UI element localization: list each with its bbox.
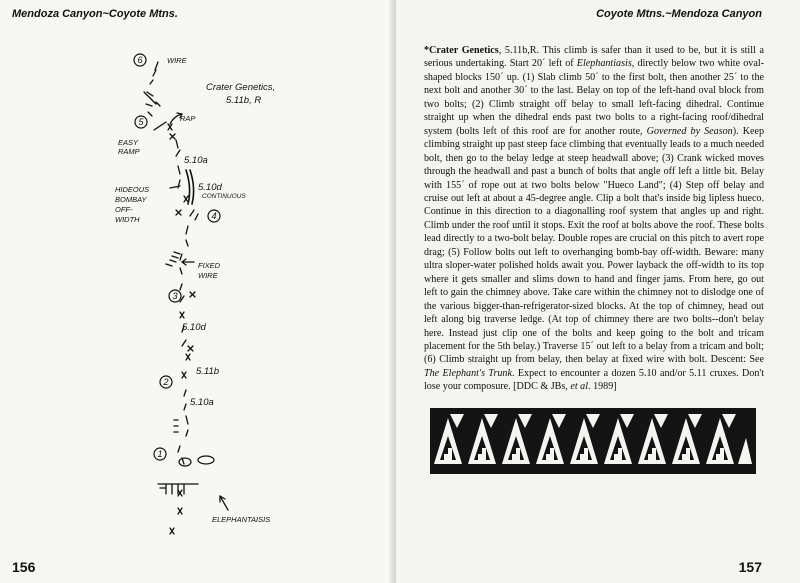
grade-pitch-4: 5.10d xyxy=(198,182,222,193)
left-page-number: 156 xyxy=(12,559,36,575)
label-hideous: HIDEOUS xyxy=(115,185,150,194)
label-fixed: FIXED xyxy=(198,261,221,270)
grade-pitch-1: 5.10a xyxy=(190,397,214,408)
decorative-border-art xyxy=(430,408,756,474)
label-bombay: BOMBAY xyxy=(115,195,147,204)
description-part-5: . 1989] xyxy=(588,381,617,393)
label-ramp: RAMP xyxy=(118,147,140,156)
belay-3: 3 xyxy=(172,291,178,301)
label-easy: EASY xyxy=(118,138,139,147)
route-topo-diagram xyxy=(0,0,396,583)
route-description xyxy=(424,44,764,394)
description-part-4: . Expect to encounter a dozen 5.10 and/or 5.11 cruxes. Don't lose your composure. [DDC & JBs, xyxy=(424,367,765,393)
description-part-3: ). Keep climbing straight up past steep face climbing that eventually leads to a much needed bolt, then go to the belay ledge at steep headwall above; (3) Crank wicked moves through the headwall and past a bunch of bolts that angle off left a little bit. Belay with 155´ of rope out at two bolts below "Hueco Land"; (4) Step off belay and cruise out left at about a 45-degree angle. Clip a bolt that's inside big lipless hueco. Continue in this direction to a diagonalling roof system that angles up and right. Climb under the roof until it stops. Exit the roof at bolts above the roof. These bolts lead directly to a two-bolt belay. Double ropes are crucial on this pitch to avert rope drag; (5) Follow bolts out left to overhanging bomb-bay off-width. Beware: many ultra sloper-water polished holds await you. Power layback the off-width to its top where it gets smaller and slims down to hand and finger jams. From here, go out left to gain the chimney above. Take care within the chimney not to dislodge one of the various bigger-than-refrigerator-sized blocks. At the top of chimney, head out left along big traverse ledge. (At top of chimney there are two bolts--don't belay here. Instead just clip one of the bolts and keep going to the bolt and tricam placement for the 5th belay.) Traverse 15´ out left to a belay from a tricam and bolt; (6) Climb straight up from belay, then belay at fixed wire with bolt. Descent: See xyxy=(424,125,764,366)
belay-6: 6 xyxy=(137,55,143,65)
left-running-head: Mendoza Canyon~Coyote Mtns. xyxy=(12,8,178,20)
description-part-2: , directly below two white oval-shaped blocks 150´ up. (1) Slab climb 50´ to the first bolt, then another 25´ to the next bolt and another 30´ to the last. Belay on top of the left-hand oval block from two bolts; (2) Climb straight off belay to small left-facing dihedral. Continue straight up when the dihedral ends past two bolts to a right-facing roof/dihedral system (bolts left of this roof are for another route, xyxy=(424,58,764,137)
topo-caption-grade: 5.11b, R xyxy=(226,95,262,106)
belay-1: 1 xyxy=(157,449,163,459)
route-ref-elephantiasis: Elephantiasis xyxy=(576,58,632,70)
route-title: *Crater Genetics xyxy=(424,45,499,56)
label-wire-top: WIRE xyxy=(167,56,187,65)
grade-pitch-3: 5.10d xyxy=(182,322,206,333)
label-width: WIDTH xyxy=(115,215,140,224)
label-continuous: CONTINUOUS xyxy=(202,193,246,200)
grade-pitch-5: 5.10a xyxy=(184,155,208,166)
citation-et-al: et al xyxy=(570,381,589,393)
right-running-head: Coyote Mtns.~Mendoza Canyon xyxy=(596,8,762,20)
left-page xyxy=(0,0,396,583)
description-part-1: , 5.11b,R. This climb is safer than it used to be, but it is still a serious undertaking. Start 20´ left of xyxy=(424,45,765,70)
label-wire-mid: WIRE xyxy=(198,271,218,280)
label-elephantaisis: ELEPHANTAISIS xyxy=(212,515,271,524)
label-rap: RAP xyxy=(180,114,196,123)
belay-2: 2 xyxy=(163,377,169,387)
label-off: OFF- xyxy=(115,205,133,214)
right-page xyxy=(396,0,800,583)
belay-5: 5 xyxy=(138,117,144,127)
route-ref-elephants-trunk: The Elephant's Trunk xyxy=(424,367,512,379)
topo-caption-route: Crater Genetics, xyxy=(206,82,276,93)
belay-4: 4 xyxy=(211,211,217,221)
right-page-number: 157 xyxy=(738,559,762,575)
grade-pitch-2: 5.11b xyxy=(196,366,220,377)
route-ref-governed-by-season: Governed by Season xyxy=(646,125,733,137)
